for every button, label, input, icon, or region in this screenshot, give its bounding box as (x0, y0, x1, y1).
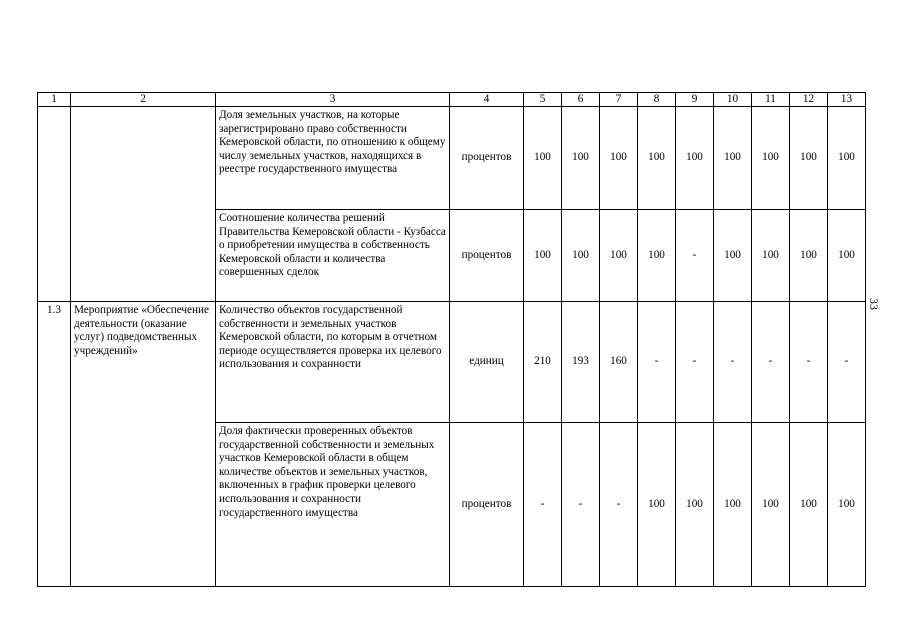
value-cell: - (676, 302, 714, 423)
row-code-empty (38, 210, 71, 302)
value-cell: 100 (562, 210, 600, 302)
value-cell: 100 (638, 210, 676, 302)
value-cell: 100 (600, 107, 638, 210)
value-cell: - (524, 423, 562, 587)
header-cell: 7 (600, 93, 638, 107)
header-row (38, 93, 866, 107)
value-cell: 100 (828, 107, 866, 210)
value-cell: 100 (790, 210, 828, 302)
row-item (71, 107, 216, 210)
value-cell: 100 (752, 423, 790, 587)
indicator-cell: Доля земельных участков, на которые зарегистрировано право собственности Кемеровской области, по отношению к общему числу земельных участков, находящихся в реестре государственного имущества (216, 107, 450, 210)
table-row (38, 210, 866, 302)
indicators-table (37, 92, 866, 587)
value-cell: 100 (600, 210, 638, 302)
page-number: 33 (867, 298, 881, 310)
value-cell: 100 (638, 423, 676, 587)
value-cell: 210 (524, 302, 562, 423)
header-cell: 5 (524, 93, 562, 107)
value-cell: - (828, 302, 866, 423)
value-cell: 100 (828, 423, 866, 587)
header-cell: 6 (562, 93, 600, 107)
value-cell: 193 (562, 302, 600, 423)
value-cell: 100 (524, 107, 562, 210)
row-item: Мероприятие «Обеспечение деятельности (оказание услуг) подведомственных учреждений» (71, 302, 216, 587)
value-cell: - (790, 302, 828, 423)
header-cell: 4 (450, 93, 524, 107)
value-cell: 160 (600, 302, 638, 423)
row-code (38, 107, 71, 210)
value-cell: - (676, 210, 714, 302)
indicator-cell: Доля фактически проверенных объектов государственной собственности и земельных участков Кемеровской области в общем количестве объектов и земельных участков, включенных в график проверки целевого использования и сохранности государственного имущества (216, 423, 450, 587)
value-cell: - (638, 302, 676, 423)
value-cell: 100 (752, 210, 790, 302)
value-cell: - (600, 423, 638, 587)
value-cell: - (714, 302, 752, 423)
unit-cell: процентов (450, 210, 524, 302)
value-cell: 100 (524, 210, 562, 302)
value-cell: 100 (676, 107, 714, 210)
value-cell: 100 (714, 210, 752, 302)
row-code: 1.3 (38, 302, 71, 587)
unit-cell: единиц (450, 302, 524, 423)
value-cell: 100 (752, 107, 790, 210)
indicator-cell: Соотношение количества решений Правительства Кемеровской области - Кузбасса о приобретении имущества в собственность Кемеровской области и количества совершенных сделок (216, 210, 450, 302)
header-cell: 13 (828, 93, 866, 107)
unit-cell: процентов (450, 107, 524, 210)
header-cell: 11 (752, 93, 790, 107)
value-cell: 100 (562, 107, 600, 210)
indicator-cell: Количество объектов государственной собственности и земельных участков Кемеровской области, по которым в отчетном периоде осуществляется проверка их целевого использования и сохранности (216, 302, 450, 423)
value-cell: 100 (790, 423, 828, 587)
value-cell: - (752, 302, 790, 423)
value-cell: - (562, 423, 600, 587)
value-cell: 100 (828, 210, 866, 302)
unit-cell: процентов (450, 423, 524, 587)
row-item-empty (71, 210, 216, 302)
value-cell: 100 (714, 107, 752, 210)
header-cell: 8 (638, 93, 676, 107)
header-cell: 3 (216, 93, 450, 107)
header-cell: 2 (71, 93, 216, 107)
header-cell: 9 (676, 93, 714, 107)
value-cell: 100 (638, 107, 676, 210)
header-cell: 10 (714, 93, 752, 107)
value-cell: 100 (790, 107, 828, 210)
table-row (38, 302, 866, 423)
value-cell: 100 (676, 423, 714, 587)
header-cell: 12 (790, 93, 828, 107)
header-cell: 1 (38, 93, 71, 107)
table-row (38, 107, 866, 210)
value-cell: 100 (714, 423, 752, 587)
